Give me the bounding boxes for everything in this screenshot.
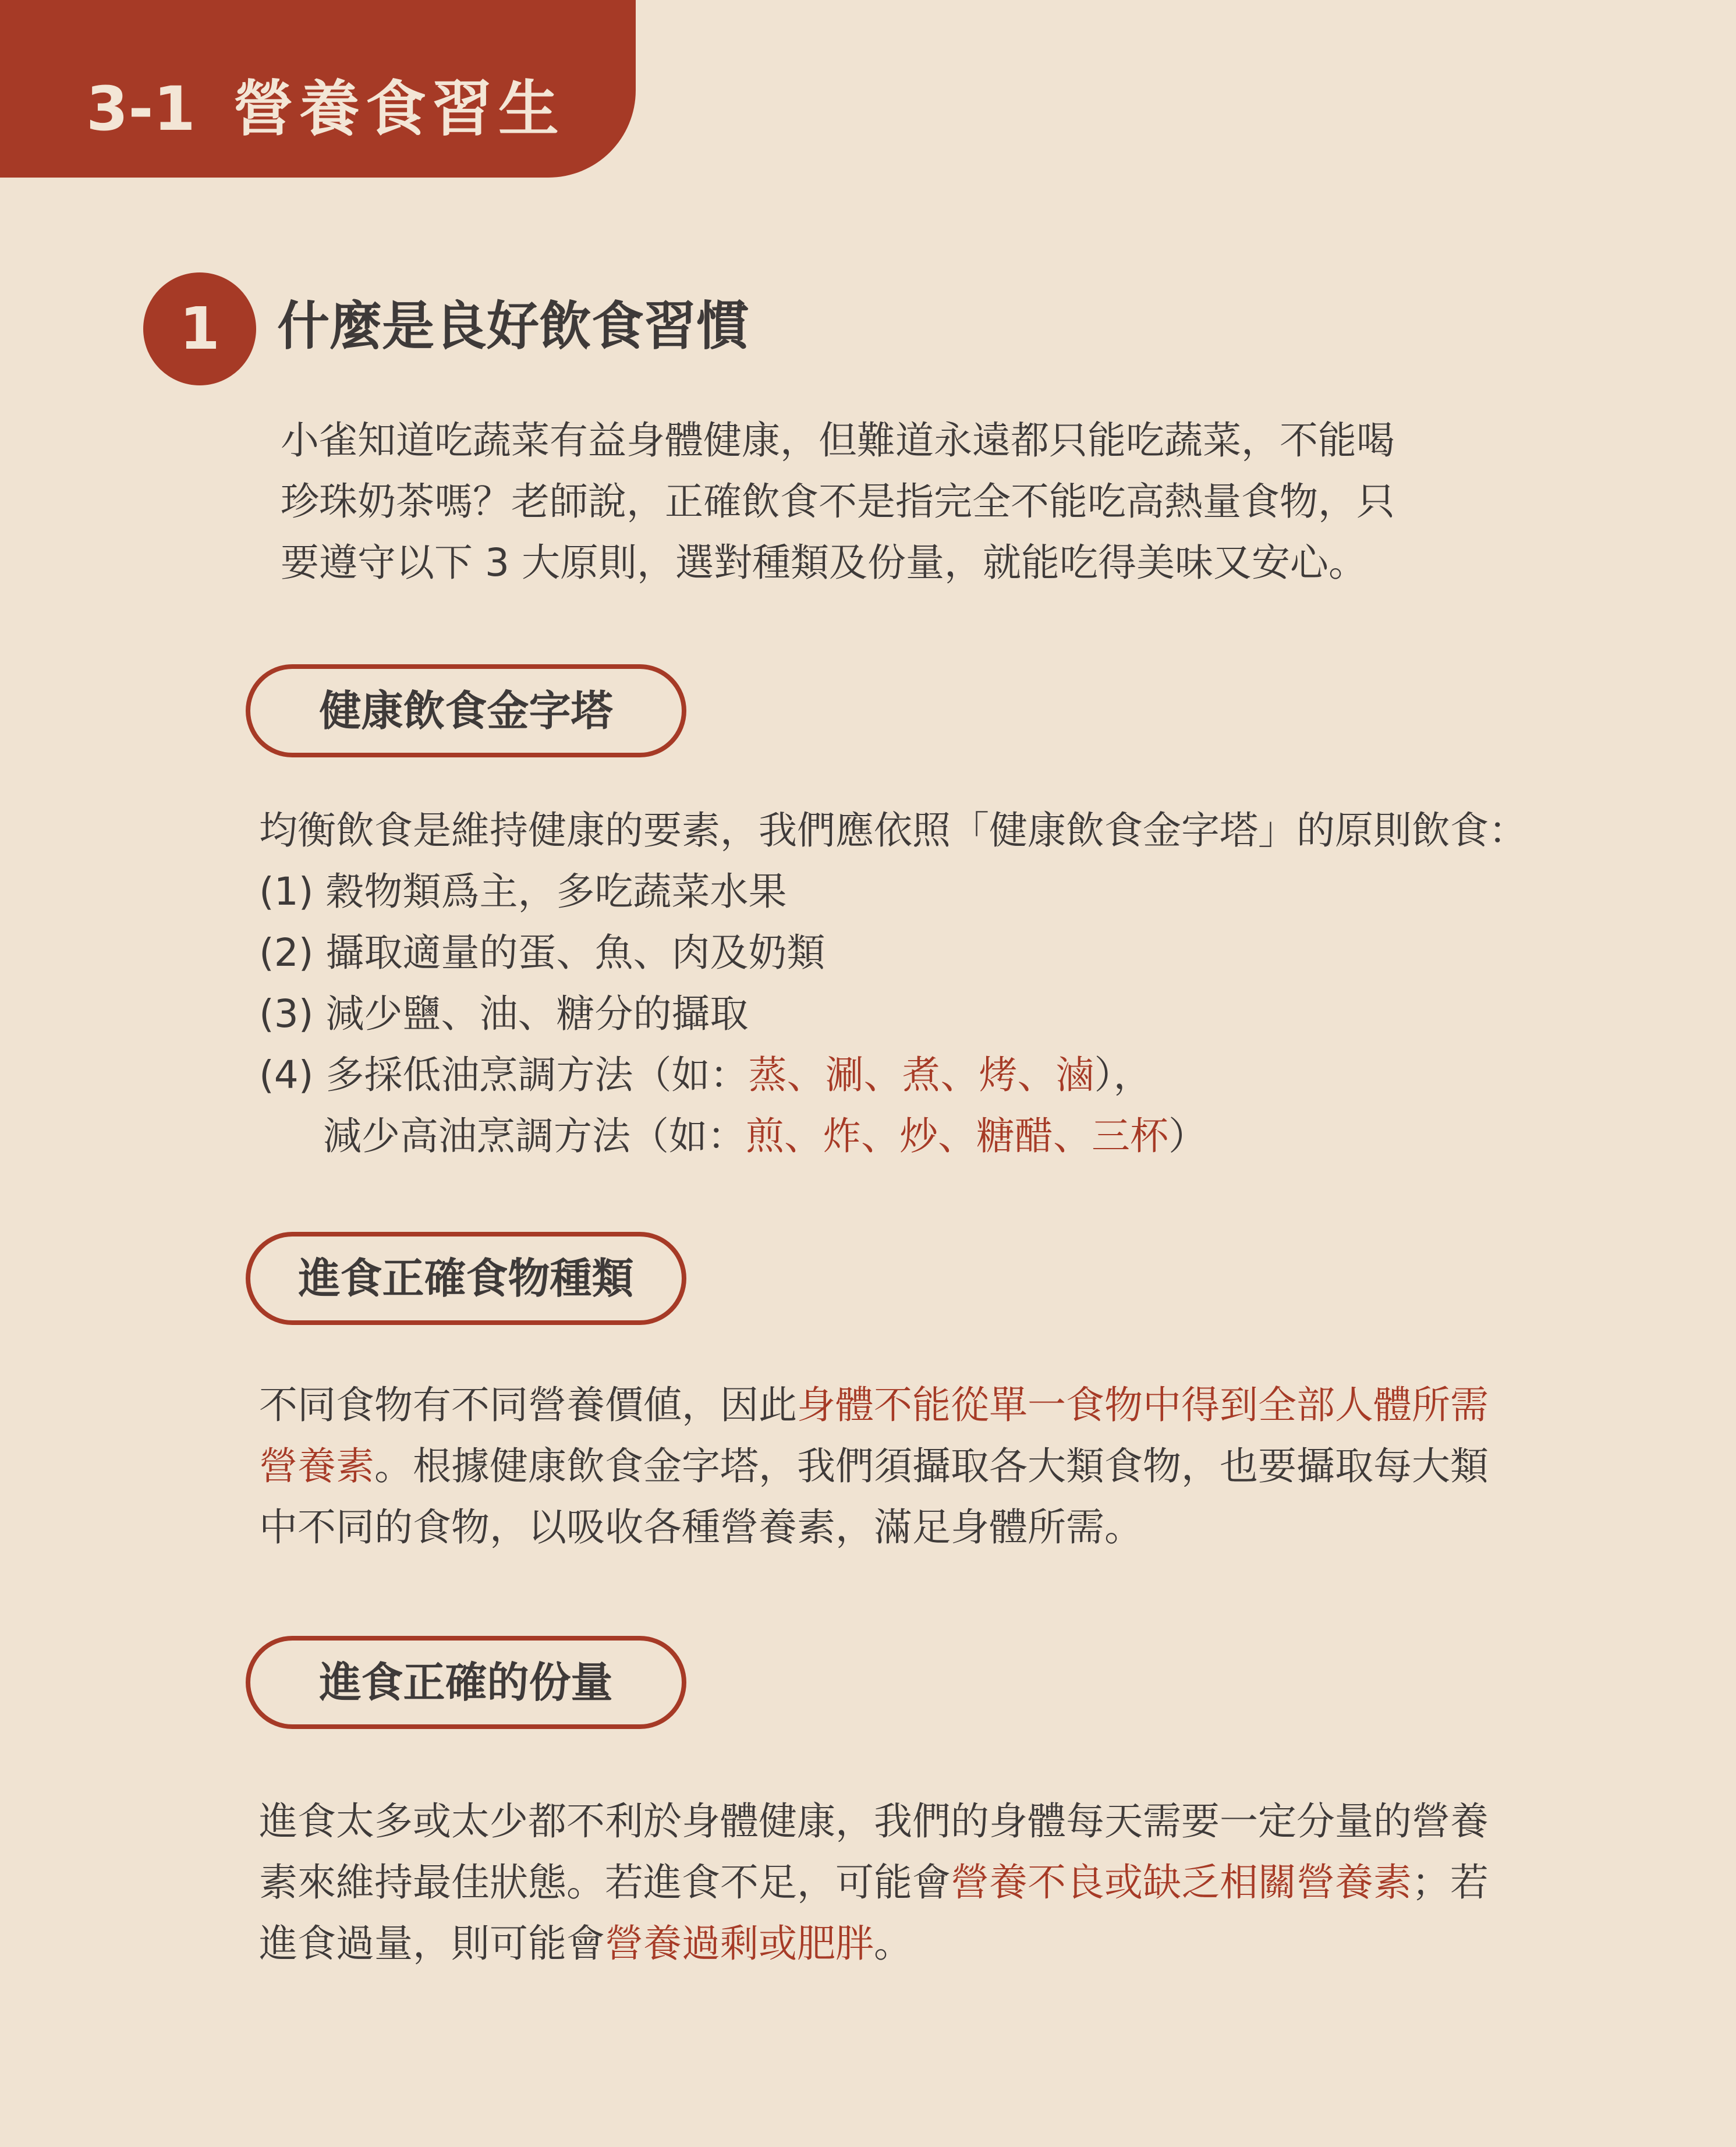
portion-paragraph <box>259 1791 1489 1974</box>
food-types-line-1 <box>259 1374 1489 1436</box>
types-line-1-text: 不同食物有不同營養價値，因此 <box>259 1383 797 1427</box>
pyramid-item-3: (3) 減少鹽、油、糖分的攝取 <box>259 991 749 1036</box>
intro-line: 要遵守以下 3 大原則，選對種類及份量，就能吃得美味又安心。 <box>281 540 1367 585</box>
portion-line-2 <box>259 1852 1489 1913</box>
portion-line-3-text: 進食過量，則可能會 <box>259 1921 605 1966</box>
food-types-paragraph <box>259 1374 1489 1558</box>
high-oil-methods: 煎、炸、炒、糖醋、三杯 <box>746 1114 1168 1158</box>
pyramid-intro: 均衡飲食是維持健康的要素，我們應依照「健康飲食金字塔」的原則飲食： <box>259 808 1527 853</box>
intro-line: 珍珠奶茶嗎？老師說，正確飲食不是指完全不能吃高熱量食物，只 <box>281 479 1395 524</box>
pyramid-item-1: (1) 穀物類爲主，多吃蔬菜水果 <box>259 869 787 914</box>
food-types-line-3: 中不同的食物，以吸收各種營養素，滿足身體所需。 <box>259 1505 1143 1550</box>
section-number-badge: 1 <box>143 272 256 385</box>
item-4b-prefix: 減少高油烹調方法（如： <box>323 1114 746 1158</box>
low-oil-methods: 蒸、涮、煮、烤、滷 <box>748 1053 1094 1097</box>
portion-line-2-end: ；若 <box>1412 1860 1489 1905</box>
portion-line-3-end: 。 <box>874 1921 912 1966</box>
portion-line-3 <box>259 1913 1489 1974</box>
pyramid-item-2: (2) 攝取適量的蛋、魚、肉及奶類 <box>259 930 826 975</box>
intro-paragraph <box>281 410 1395 593</box>
pyramid-paragraph <box>259 800 1527 1167</box>
types-highlight-2: 營養素 <box>259 1444 374 1489</box>
chapter-title <box>86 65 565 153</box>
portion-heading: 進食正確的份量 <box>246 1636 686 1729</box>
section-title: 什麼是良好飲食習慣 <box>277 296 749 357</box>
pyramid-heading: 健康飲食金字塔 <box>246 664 686 757</box>
portion-highlight-1: 營養不良或缺乏相關營養素 <box>951 1860 1412 1905</box>
pyramid-item-4-continued <box>259 1106 1527 1167</box>
types-line-2-text: 。根據健康飲食金字塔，我們須攝取各大類食物，也要攝取每大類 <box>374 1444 1489 1489</box>
chapter-number: 3-1 <box>86 73 196 144</box>
food-types-line-2 <box>259 1436 1489 1497</box>
item-4b-suffix: ） <box>1168 1114 1207 1158</box>
item-4-suffix: ）， <box>1094 1053 1152 1097</box>
food-types-heading: 進食正確食物種類 <box>246 1232 686 1325</box>
portion-line-1: 進食太多或太少都不利於身體健康，我們的身體每天需要一定分量的營養 <box>259 1799 1489 1844</box>
portion-highlight-2: 營養過剩或肥胖 <box>605 1921 874 1966</box>
item-4-prefix: (4) 多採低油烹調方法（如： <box>259 1053 749 1097</box>
portion-line-2-text: 素來維持最佳狀態。若進食不足，可能會 <box>259 1860 951 1905</box>
types-highlight-1: 身體不能從單一食物中得到全部人體所需 <box>797 1383 1489 1427</box>
pyramid-item-4 <box>259 1044 1527 1106</box>
chapter-name: 營養食習生 <box>232 73 565 144</box>
intro-line: 小雀知道吃蔬菜有益身體健康，但難道永遠都只能吃蔬菜，不能喝 <box>281 418 1395 463</box>
